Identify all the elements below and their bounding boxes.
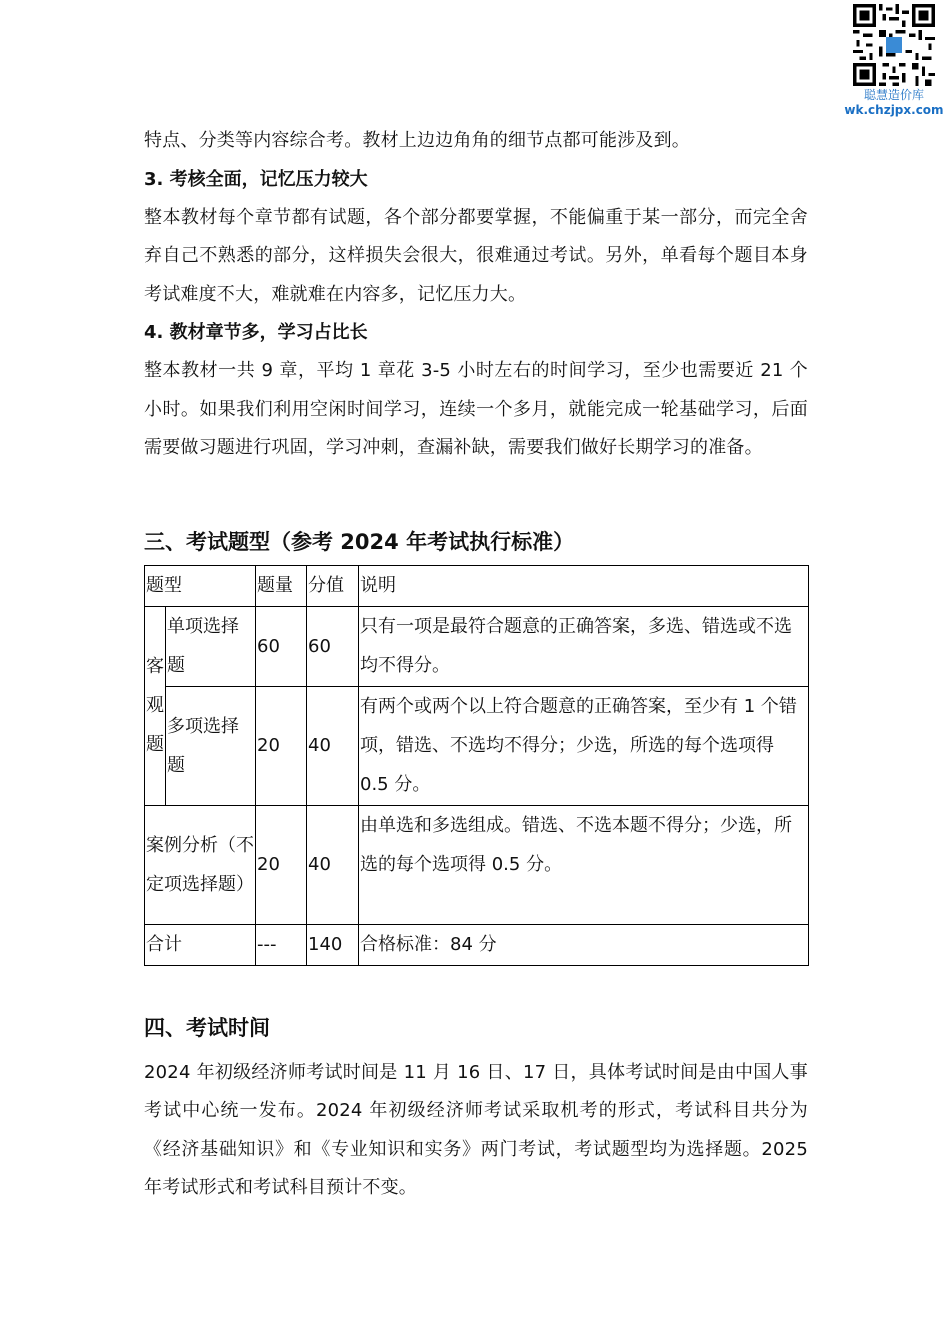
point4-paragraph: 整本教材一共 9 章，平均 1 章花 3-5 小时左右的时间学习，至少也需要近 21 个小时。如果我们利用空闲时间学习，连续一个多月，就能完成一轮基础学习，后面需要做习题进行巩固，学习冲刺，查漏补缺，需要我们做好长期学习的准备。 (144, 360, 808, 458)
qr-code-icon (853, 4, 935, 86)
header-score: 分值 (307, 565, 359, 606)
row-desc: 只有一项是最符合题意的正确答案，多选、错选或不选均不得分。 (359, 606, 809, 686)
objective-label: 客观题 (145, 606, 166, 805)
case-type: 案例分析（不定项选择题） (145, 805, 256, 924)
section4-paragraph: 2024 年初级经济师考试时间是 11 月 16 日、17 日，具体考试时间是由中国人事考试中心统一发布。2024 年初级经济师考试采取机考的形式，考试科目共分为《经济基础知识》和《专业知识和实务》两门考试，考试题型均为选择题。2025 年考试形式和考试科目预计不变。 (144, 1061, 808, 1198)
section3-title: 三、考试题型（参考 2024 年考试执行标准） (144, 529, 575, 554)
case-score: 40 (307, 805, 359, 924)
watermark-url[interactable]: wk.chzjpx.com (844, 103, 944, 117)
watermark-name: 聪慧造价库 (863, 88, 924, 102)
row-type: 单项选择题 (166, 606, 256, 686)
watermark (844, 4, 944, 118)
table-row (145, 606, 809, 686)
document-body (144, 122, 808, 1208)
intro-tail-paragraph: 特点、分类等内容综合考。教材上边边角角的细节点都可能涉及到。 (144, 130, 690, 151)
table-row-case (145, 805, 809, 924)
table-row (145, 686, 809, 805)
row-score: 60 (307, 606, 359, 686)
header-type: 题型 (145, 565, 256, 606)
total-type: 合计 (145, 924, 256, 965)
total-score: 140 (307, 924, 359, 965)
row-count: 20 (256, 686, 307, 805)
row-type: 多项选择题 (166, 686, 256, 805)
row-score: 40 (307, 686, 359, 805)
point4-heading: 4. 教材章节多，学习占比长 (144, 322, 368, 343)
section4-title: 四、考试时间 (144, 1015, 270, 1040)
point3-paragraph: 整本教材每个章节都有试题，各个部分都要掌握，不能偏重于某一部分，而完全舍弃自己不熟悉的部分，这样损失会很大，很难通过考试。另外，单看每个题目本身考试难度不大，难就难在内容多，记忆压力大。 (144, 206, 808, 305)
exam-type-table (144, 565, 809, 966)
case-count: 20 (256, 805, 307, 924)
header-count: 题量 (256, 565, 307, 606)
table-row-total (145, 924, 809, 965)
case-desc: 由单选和多选组成。错选、不选本题不得分；少选，所选的每个选项得 0.5 分。 (359, 805, 809, 924)
point3-heading: 3. 考核全面，记忆压力较大 (144, 168, 368, 190)
header-desc: 说明 (359, 565, 809, 606)
table-header-row (145, 565, 809, 606)
total-count: --- (256, 924, 307, 965)
row-desc: 有两个或两个以上符合题意的正确答案，至少有 1 个错项，错选、不选均不得分；少选，所选的每个选项得 0.5 分。 (359, 686, 809, 805)
row-count: 60 (256, 606, 307, 686)
total-desc: 合格标准：84 分 (359, 924, 809, 965)
